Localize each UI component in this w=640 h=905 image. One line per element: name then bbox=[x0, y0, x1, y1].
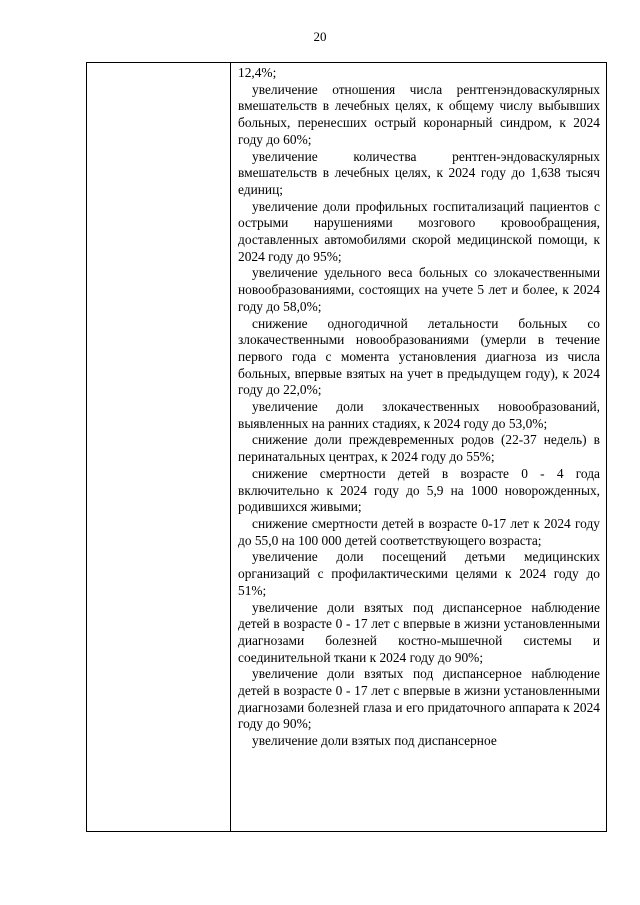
paragraph: снижение смертности детей в возрасте 0-17 лет к 2024 году до 55,0 на 100 000 детей соответствующего возраста; bbox=[238, 515, 600, 548]
paragraph: увеличение удельного веса больных со злокачественными новообразованиями, состоящих на учете 5 лет и более, к 2024 году до 58,0%; bbox=[238, 265, 600, 314]
paragraph: увеличение доли злокачественных новообразований, выявленных на ранних стадиях, к 2024 году до 53,0%; bbox=[238, 399, 600, 431]
paragraph: снижение одногодичной летальности больных со злокачественными новообразованиями (умерли в течение первого года с момента установления диагноза из числа больных, впервые взятых на учет в предыдущем году), к 2024 году до 22,0%; bbox=[238, 315, 600, 398]
document-table bbox=[86, 62, 607, 832]
paragraph: 12,4%; bbox=[238, 65, 277, 80]
page-number: 20 bbox=[313, 29, 327, 44]
paragraph: увеличение доли профильных госпитализаций пациентов с острыми нарушениями мозгового кровообращения, доставленных автомобилями скорой медицинской помощи, к 2024 году до 95%; bbox=[238, 198, 600, 264]
table-cell-left bbox=[87, 63, 231, 831]
paragraph: увеличение количества рентген-эндоваскулярных вмешательств в лечебных целях, к 2024 году до 1,638 тысяч единиц; bbox=[238, 148, 600, 197]
paragraph: увеличение доли взятых под диспансерное bbox=[252, 733, 497, 749]
paragraph: увеличение отношения числа рентгенэндоваскулярных вмешательств в лечебных целях, к общему числу выбывших больных, перенесших острый коронарный синдром, к 2024 году до 60%; bbox=[238, 81, 600, 147]
paragraph: увеличение доли взятых под диспансерное наблюдение детей в возрасте 0 - 17 лет с впервые в жизни установленными диагнозами болезней глаза и его придаточного аппарата к 2024 году до 90%; bbox=[238, 666, 600, 732]
paragraph: снижение доли преждевременных родов (22-37 недель) в перинатальных центрах, к 2024 году до 55%; bbox=[238, 432, 600, 465]
paragraph: снижение смертности детей в возрасте 0 - 4 года включительно к 2024 году до 5,9 на 1000 новорожденных, родившихся живыми; bbox=[238, 465, 600, 515]
paragraph: увеличение доли взятых под диспансерное наблюдение детей в возрасте 0 - 17 лет с впервые в жизни установленными диагнозами болезней костно-мышечной системы и соединительной ткани к 2024 году до 90%; bbox=[238, 599, 600, 665]
paragraph: увеличение доли посещений детьми медицинских организаций с профилактическими целями к 2024 году до 51%; bbox=[238, 549, 600, 598]
table-cell-right bbox=[231, 63, 606, 831]
